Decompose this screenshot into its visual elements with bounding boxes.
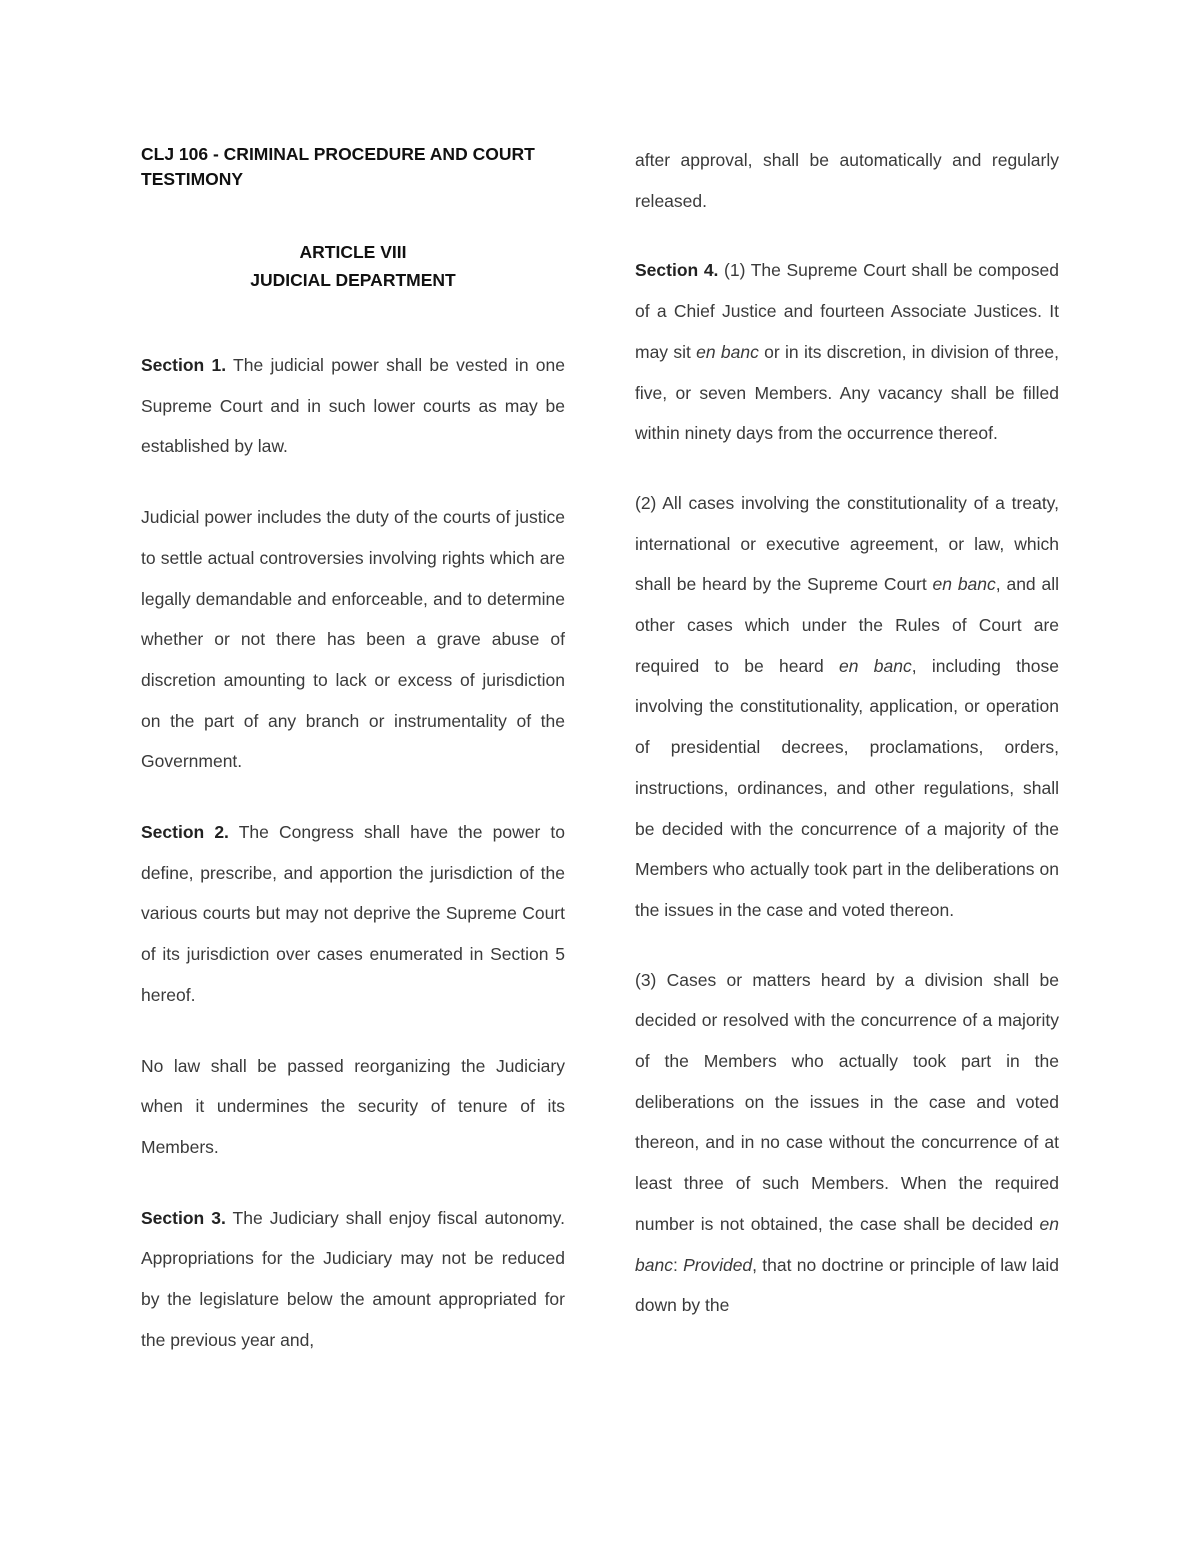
section-4-text-b: or in its discretion, in division of three, five, or seven Members. Any vacancy shall be filled within ninety days from the occurrence thereof. [635,341,1059,444]
section-4-3-emphasis-2: Provided [683,1254,753,1275]
article-title: JUDICIAL DEPARTMENT [250,270,456,290]
section-3-label: Section 3. [141,1207,226,1228]
section-4-label: Section 4. [635,260,719,281]
section-4-2-text-b: , and all other cases which under the Rules of Court are required to be heard [635,574,1059,676]
document-title: CLJ 106 - CRIMINAL PROCEDURE AND COURT TESTIMONY [141,144,535,189]
section-2-label: Section 2. [141,822,229,843]
section-4-subparagraph-2 [635,483,1059,931]
section-4-subparagraph-3 [635,960,1059,1326]
section-2-paragraph [141,812,565,1016]
section-3-text: The Judiciary shall enjoy fiscal autonomy. Appropriations for the Judiciary may not be reduced by the legislature below the amount appropriated for the previous year and, [141,1207,565,1350]
right-column [635,140,1059,1326]
section-4-3-emphasis-1: en banc [635,1213,1059,1275]
section-4-2-text-a: (2) All cases involving the constitutionality of a treaty, international or executive agreement, or law, which shall be heard by the Supreme Court [635,492,1059,595]
section-4-2-emphasis-1: en banc [932,574,996,595]
section-4-paragraph [635,250,1059,454]
article-number: ARTICLE VIII [299,242,407,262]
section-1-label: Section 1. [141,355,227,375]
article-heading [141,238,565,294]
section-4-emphasis: en banc [696,341,759,362]
section-4-3-text-a: (3) Cases or matters heard by a division shall be decided or resolved with the concurrence of a majority of the Members who actually took part in the deliberations on the issues in the case and voted thereon, and in no case without the concurrence of at least three of such Members. When the required number is not obtained, the case shall be decided [635,969,1059,1234]
section-4-3-text-c: , that no doctrine or principle of law laid down by the [635,1254,1059,1316]
section-4-3-text-b: : [672,1254,684,1275]
section-1-paragraph-2: Judicial power includes the duty of the courts of justice to settle actual controversies involving rights which are legally demandable and enforceable, and to determine whether or not there has been a grave abuse of discretion amounting to lack or excess of jurisdiction on the part of any branch or instrumentality of the Government. [141,507,565,772]
section-2-text: The Congress shall have the power to define, prescribe, and apportion the jurisdiction of the various courts but may not deprive the Supreme Court of its jurisdiction over cases enumerated in Section 5 hereof. [141,822,565,1005]
section-4-2-text-c: , including those involving the constitutionality, application, or operation of presidential decrees, proclamations, orders, instructions, ordinances, and other regulations, shall be decided with the concurrence of a majority of the Members who actually took part in the deliberations on the issues in the case and voted thereon. [635,655,1059,920]
section-3-paragraph [141,1198,565,1361]
section-4-text-a: (1) The Supreme Court shall be composed of a Chief Justice and fourteen Associate Justices. It may sit [635,260,1059,362]
left-column [141,140,565,1360]
section-2-paragraph-2: No law shall be passed reorganizing the Judiciary when it undermines the security of tenure of its Members. [141,1055,565,1157]
section-3-continued: after approval, shall be automatically and regularly released. [635,150,1059,211]
section-1-paragraph [141,345,565,467]
section-4-2-emphasis-2: en banc [839,655,912,676]
section-1-text: The judicial power shall be vested in one Supreme Court and in such lower courts as may be established by law. [141,355,566,457]
